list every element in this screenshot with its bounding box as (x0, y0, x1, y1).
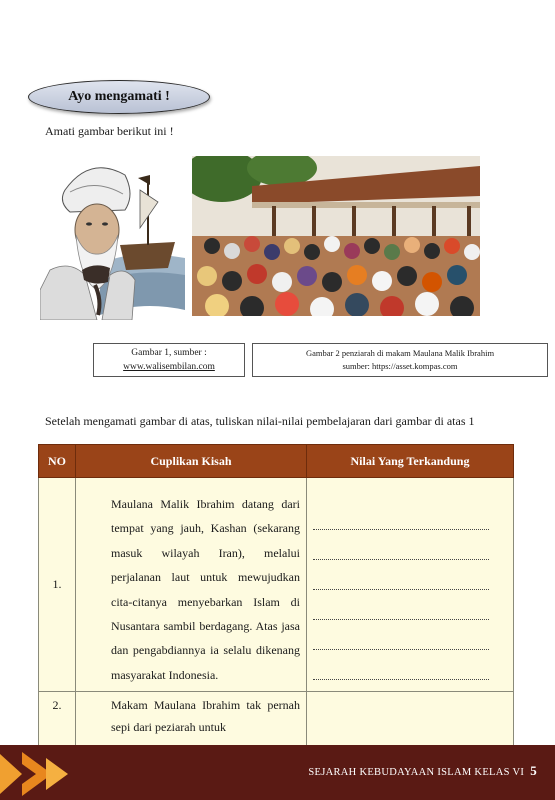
figure1-caption (93, 343, 245, 377)
table-row (39, 478, 514, 692)
values-table (38, 444, 514, 755)
instruction-text: Setelah mengamati gambar di atas, tuliskan nilai-nilai pembelajaran dari gambar di atas 1 (45, 414, 475, 428)
answer-line[interactable] (313, 590, 489, 620)
row-kisah: Maulana Malik Ibrahim datang dari tempat yang jauh, Kashan (sekarang masuk wilayah Iran), melalui perjalanan laut untuk mewujudkan cita-citanya menyebarkan Islam di Nusantara sambil berdagang. Atas jasa dan pengabdiannya ia selalu dikenang masyarakat Indonesia. (76, 478, 307, 692)
row-kisah: Makam Maulana Ibrahim tak pernah sepi dari peziarah untuk (76, 692, 307, 755)
header-no: NO (39, 445, 76, 478)
intro-text: Amati gambar berikut ini ! (45, 124, 174, 138)
table-header-row (39, 445, 514, 478)
section-badge: Ayo mengamati ! (28, 80, 210, 114)
figure2-caption (252, 343, 548, 377)
header-nilai: Nilai Yang Terkandung (307, 445, 514, 478)
row-number: 1. (39, 478, 76, 692)
book-title: SEJARAH KEBUDAYAAN ISLAM KELAS VI (308, 767, 525, 778)
page-number: 5 (530, 763, 537, 778)
figure1-source-link[interactable]: www.walisembilan.com (123, 362, 215, 372)
footer-title (308, 763, 537, 779)
answer-line[interactable] (313, 560, 489, 590)
row-number: 2. (39, 692, 76, 755)
pilgrims-photo (192, 156, 480, 316)
figure2-source-text: sumber: https://asset.kompas.com (342, 361, 458, 371)
answer-line[interactable] (313, 650, 489, 680)
figure1-caption-text: Gambar 1, sumber : (131, 347, 207, 358)
portrait-illustration (40, 150, 185, 320)
figure2-caption-text: Gambar 2 penziarah di makam Maulana Malik Ibrahim (305, 348, 495, 359)
header-cuplikan: Cuplikan Kisah (76, 445, 307, 478)
answer-line[interactable] (313, 620, 489, 650)
chevron-right-icon (0, 748, 80, 800)
answer-area[interactable] (307, 478, 514, 692)
answer-line[interactable] (313, 530, 489, 560)
answer-line[interactable] (313, 500, 489, 530)
